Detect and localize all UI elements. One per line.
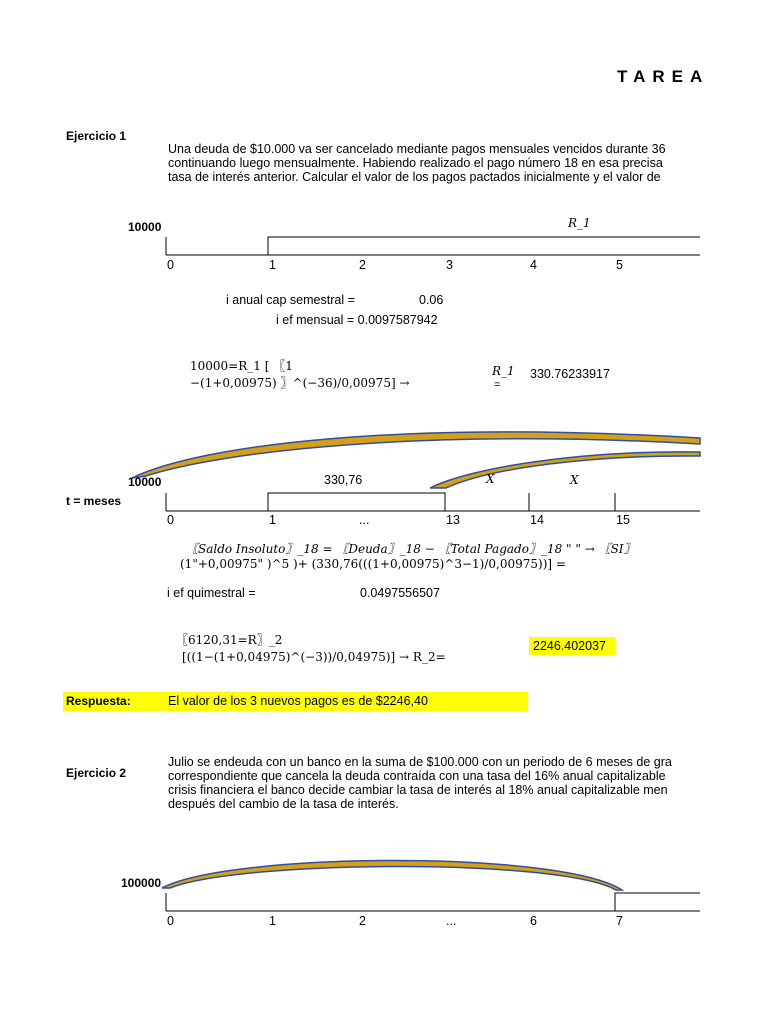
rate-quimestral-value: 0.0497556507: [360, 586, 440, 600]
timeline-2-payment-label: 330,76: [324, 473, 363, 487]
timeline-3-amount: 100000: [121, 876, 162, 890]
arc-grace: [162, 861, 622, 891]
timeline-3-tick-7: 7: [616, 914, 623, 928]
r1-value: 330.76233917: [530, 367, 610, 381]
timeline-1-tick-4: 4: [530, 258, 537, 272]
timeline-3-tick-dots: ...: [446, 914, 457, 928]
timeline-1-tick-1: 1: [269, 258, 276, 272]
timeline-2: [166, 493, 700, 511]
timeline-2-tick-1: 1: [269, 513, 276, 527]
timeline-3: [166, 893, 700, 911]
timeline-2-tick-15: 15: [616, 513, 630, 527]
answer-label: Respuesta:: [66, 694, 131, 708]
exercise-2-label: Ejercicio 2: [66, 766, 127, 780]
timeline-1-payment-label: R_1: [568, 216, 591, 230]
arc-small: [430, 452, 700, 488]
timeline-2-x-1: X: [486, 472, 495, 486]
timeline-2-amount: 10000: [128, 475, 162, 489]
timeline-1-tick-2: 2: [359, 258, 366, 272]
timeline-2-bracket: [268, 493, 445, 511]
saldo-equation-line-2: (1"+0,00975" )^5 )+ (330,76(((1+0,00975)^3−1)/0,00975))] =: [180, 557, 566, 571]
timeline-2-arcs: [132, 432, 700, 488]
timeline-3-bracket: [615, 893, 700, 911]
timeline-2-x-2: X: [570, 473, 579, 487]
timeline-1: [166, 237, 700, 255]
timeline-3-tick-1: 1: [269, 914, 276, 928]
timeline-2-tick-13: 13: [446, 513, 460, 527]
timeline-3-tick-0: 0: [167, 914, 174, 928]
exercise-2-text-line-4: después del cambio de la tasa de interés.: [168, 797, 399, 811]
rate-quimestral-label: i ef quimestral =: [167, 586, 256, 600]
equation-1-line-2: −(1+0,00975) 〗^(−36)/0,00975] →: [190, 376, 410, 390]
timeline-1-tick-0: 0: [167, 258, 174, 272]
timeline-2-tick-14: 14: [530, 513, 544, 527]
timeline-2-tick-dots: ...: [359, 513, 370, 527]
rate-mensual: i ef mensual = 0.0097587942: [276, 313, 438, 327]
timeline-3-arc: [162, 861, 622, 891]
timeline-1-payment-bracket: [268, 237, 700, 255]
exercise-1-text-line-3: tasa de interés anterior. Calcular el valor de los pagos pactados inicialmente y el valor de: [168, 170, 661, 184]
timeline-3-tick-2: 2: [359, 914, 366, 928]
rate-semestral-label: i anual cap semestral =: [226, 293, 355, 307]
saldo-equation-line-1: 〖Saldo Insoluto〗_18 = 〖Deuda〗_18 − 〖Total Pagado〗_18 " " → 〖SI〗: [186, 542, 636, 556]
exercise-2-text-line-3: crisis financiera el banco decide cambiar la tasa de interés al 18% anual capitalizable men: [168, 783, 668, 797]
timeline-1-tick-5: 5: [616, 258, 623, 272]
timeline-2-tick-0: 0: [167, 513, 174, 527]
timeline-3-tick-6: 6: [530, 914, 537, 928]
equation-2-line-1: 〖6120,31=R〗_2: [176, 633, 283, 647]
r1-label: R_1: [492, 364, 515, 378]
exercise-1-text-line-1: Una deuda de $10.000 va ser cancelado mediante pagos mensuales vencidos durante 36: [168, 142, 666, 156]
timeline-2-axis-label: t = meses: [66, 494, 122, 508]
exercise-2-text-line-1: Julio se endeuda con un banco en la suma de $100.000 con un periodo de 6 meses de gra: [168, 755, 672, 769]
equation-1-line-1: 10000=R_1 [ 〖1: [190, 359, 293, 373]
equation-2-line-2: [((1−(1+0,04975)^(−3))/0,04975)] → R_2=: [182, 650, 446, 664]
r1-equals: =: [494, 379, 501, 391]
rate-semestral-value: 0.06: [419, 293, 444, 307]
exercise-1-label: Ejercicio 1: [66, 129, 127, 143]
r2-value-highlight: 2246.402037: [529, 637, 615, 655]
timeline-1-amount: 10000: [128, 220, 162, 234]
answer-text: El valor de los 3 nuevos pagos es de $2246,40: [168, 694, 428, 708]
exercise-1-text-line-2: continuando luego mensualmente. Habiendo realizado el pago número 18 en esa precisa: [168, 156, 663, 170]
page-title: TAREA: [617, 67, 710, 86]
exercise-2-text-line-2: correspondiente que cancela la deuda contraída con una tasa del 16% anual capitalizable: [168, 769, 666, 783]
timeline-1-tick-3: 3: [446, 258, 453, 272]
